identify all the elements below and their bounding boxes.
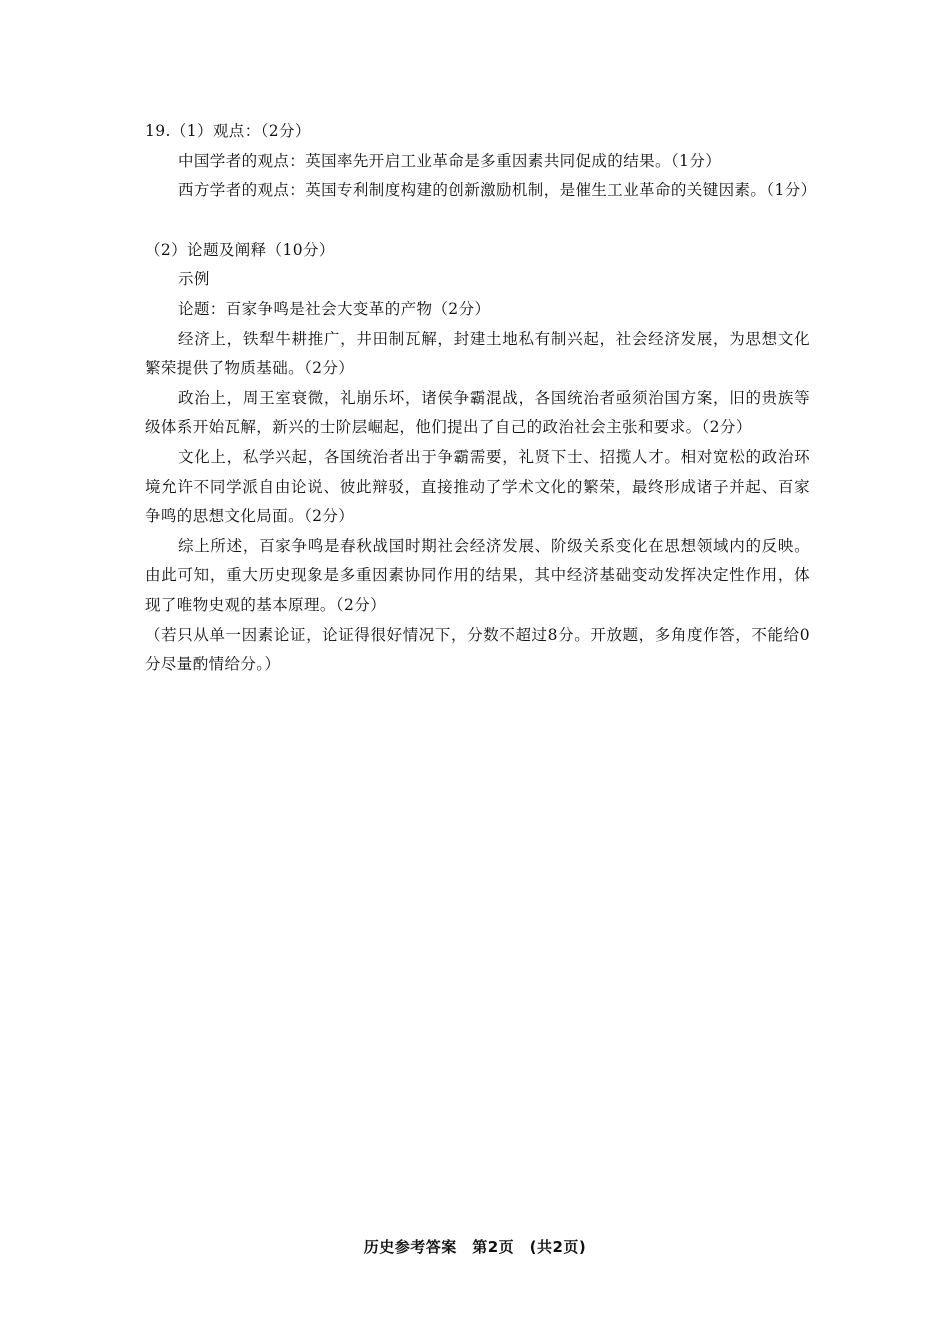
cultural-paragraph: 文化上，私学兴起，各国统治者出于争霸需要，礼贤下士、招揽人才。相对宽松的政治环境允许不同学派自由论说、彼此辩驳，直接推动了学术文化的繁荣，最终形成诸子并起、百家争鸣的思想文化局面。（2分） bbox=[145, 447, 810, 526]
grading-note: （若只从单一因素论证，论证得很好情况下，分数不超过8分。开放题，多角度作答，不能给0分尽量酌情给分。） bbox=[145, 625, 810, 674]
part2-header: （2）论题及阐释（10分） bbox=[145, 240, 335, 259]
economic-paragraph: 经济上，铁犁牛耕推广，井田制瓦解，封建土地私有制兴起，社会经济发展，为思想文化繁荣提供了物质基础。（2分） bbox=[145, 329, 810, 378]
section-gap bbox=[145, 206, 810, 236]
chinese-scholar-view: 中国学者的观点：英国率先开启工业革命是多重因素共同促成的结果。（1分） bbox=[178, 151, 722, 170]
conclusion-paragraph: 综上所述，百家争鸣是春秋战国时期社会经济发展、阶级关系变化在思想领域内的反映。由此可知，重大历史现象是多重因素协同作用的结果，其中经济基础变动发挥决定性作用，体现了唯物史观的基本原理。（2分） bbox=[145, 536, 810, 614]
political-paragraph: 政治上，周王室衰微，礼崩乐坏，诸侯争霸混战，各国统治者亟须治国方案，旧的贵族等级体系开始瓦解，新兴的士阶层崛起，他们提出了自己的政治社会主张和要求。（2分） bbox=[145, 388, 810, 437]
western-scholar-view: 西方学者的观点：英国专利制度构建的创新激励机制，是催生工业革命的关键因素。（1分） bbox=[178, 181, 817, 200]
part1-header: 19.（1）观点：（2分） bbox=[145, 122, 311, 140]
page-footer: 历史参考答案 第2页 (共2页) bbox=[363, 1238, 587, 1256]
example-label: 示例 bbox=[178, 270, 210, 289]
answer-content bbox=[145, 117, 817, 680]
thesis-line: 论题：百家争鸣是社会大变革的产物（2分） bbox=[178, 299, 491, 318]
